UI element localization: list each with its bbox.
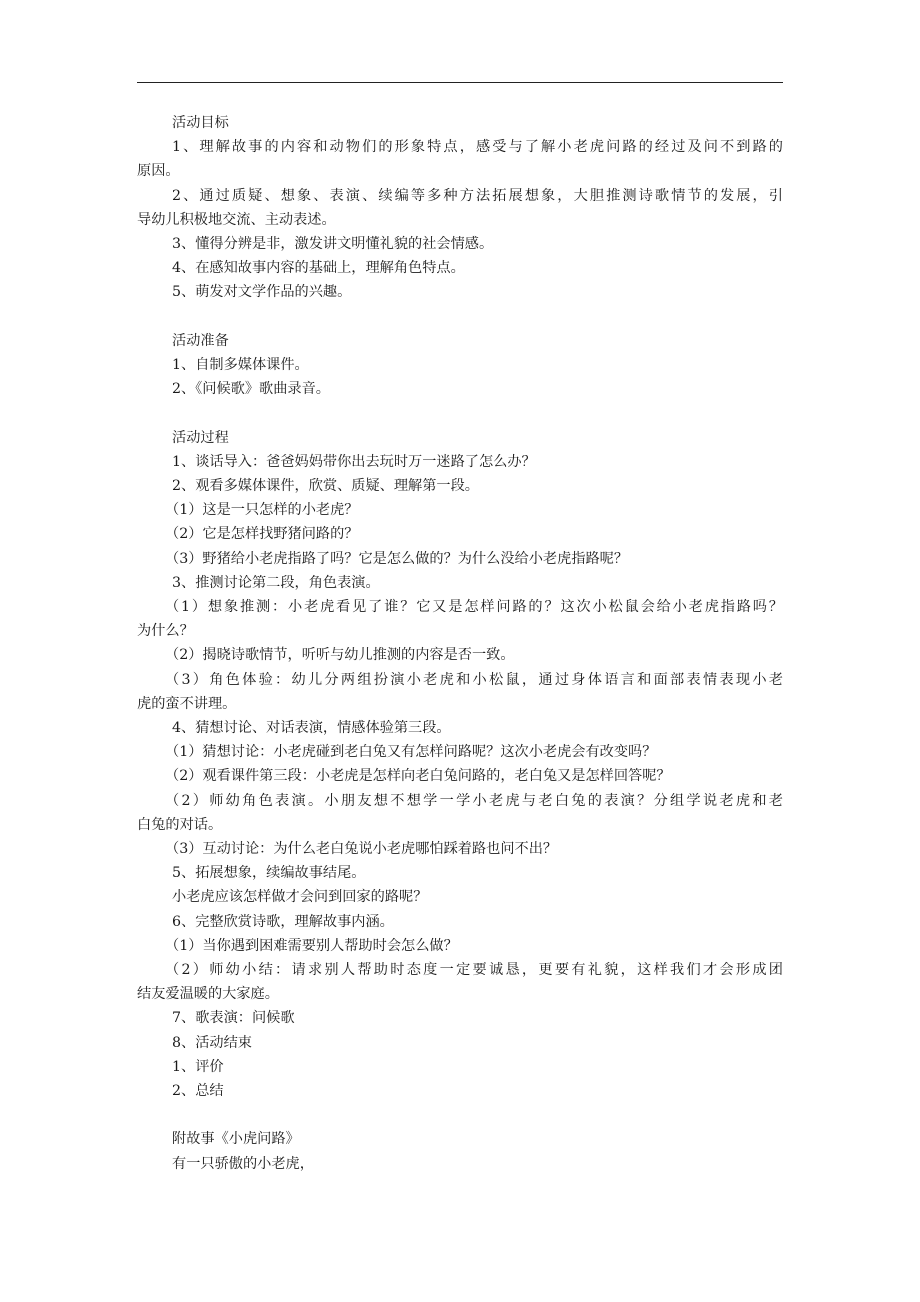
- process-line: 2、总结: [172, 1083, 224, 1100]
- document-body: [137, 111, 783, 1176]
- header-rule: [137, 82, 783, 83]
- section-gap: [137, 305, 783, 329]
- process-line: 白兔的对话。: [137, 816, 223, 833]
- process-line: 4、猜想讨论、对话表演，情感体验第三段。: [172, 720, 451, 737]
- prep-item-2: 2、《问候歌》歌曲录音。: [172, 381, 330, 398]
- goal-item-4: 4、在感知故事内容的基础上，理解角色特点。: [172, 260, 465, 277]
- process-line: （1）猜想讨论：小老虎碰到老白兔又有怎样问路呢？这次小老虎会有改变吗？: [165, 744, 657, 761]
- process-line: （2）它是怎样找野猪问路的？: [165, 526, 359, 543]
- goal-item-2-cont: 导幼儿积极地交流、主动表述。: [137, 211, 336, 228]
- story-line: 有一只骄傲的小老虎，: [172, 1155, 314, 1172]
- process-line: 为什么？: [137, 623, 194, 640]
- process-line: 5、拓展想象，续编故事结尾。: [172, 865, 366, 882]
- goal-item-1-cont: 原因。: [137, 163, 180, 180]
- process-line: 1、评价: [172, 1058, 224, 1075]
- process-line: （2）师幼小结：请求别人帮助时态度一定要诚恳，更要有礼貌，这样我们才会形成团: [165, 962, 783, 979]
- section-heading-prep: 活动准备: [172, 332, 229, 349]
- process-line: 结友爱温暖的大家庭。: [137, 986, 279, 1003]
- process-line: 7、歌表演：问候歌: [172, 1010, 295, 1027]
- process-line: （3）互动讨论：为什么老白兔说小老虎哪怕踩着路也问不出？: [165, 841, 558, 858]
- section-heading-goals: 活动目标: [172, 115, 229, 131]
- process-line: 3、推测讨论第二段，角色表演。: [172, 574, 380, 591]
- process-line: 虎的蛮不讲理。: [137, 695, 237, 712]
- section-gap: [137, 1103, 783, 1127]
- process-line: 1、谈话导入：爸爸妈妈带你出去玩时万一迷路了怎么办？: [172, 453, 536, 470]
- process-line: （3）野猪给小老虎指路了吗？它是怎么做的？为什么没给小老虎指路呢？: [165, 550, 629, 567]
- process-line: （1）这是一只怎样的小老虎？: [165, 502, 359, 519]
- prep-item-1: 1、自制多媒体课件。: [172, 357, 309, 374]
- process-line: 2、观看多媒体课件，欣赏、质疑、理解第一段。: [172, 478, 479, 495]
- process-line: （3）角色体验：幼儿分两组扮演小老虎和小松鼠，通过身体语言和面部表情表现小老: [165, 671, 783, 688]
- process-line: （2）师幼角色表演。小朋友想不想学一学小老虎与老白兔的表演？分组学说老虎和老: [165, 792, 783, 809]
- process-line: 6、完整欣赏诗歌，理解故事内涵。: [172, 913, 394, 930]
- goal-item-5: 5、萌发对文学作品的兴趣。: [172, 284, 352, 301]
- process-line: 小老虎应该怎样做才会问到回家的路呢？: [172, 889, 428, 906]
- section-heading-story: 附故事《小虎问路》: [172, 1131, 300, 1148]
- process-line: （2）揭晓诗歌情节，听听与幼儿推测的内容是否一致。: [165, 647, 515, 664]
- section-gap: [137, 401, 783, 425]
- section-heading-process: 活动过程: [172, 429, 229, 446]
- process-line: （2）观看课件第三段：小老虎是怎样向老白兔问路的，老白兔又是怎样回答呢？: [165, 768, 671, 785]
- process-line: （1）当你遇到困难需要别人帮助时会怎么做？: [165, 937, 458, 954]
- process-line: 8、活动结束: [172, 1034, 252, 1051]
- process-line: （1）想象推测：小老虎看见了谁？它又是怎样问路的？这次小松鼠会给小老虎指路吗？: [165, 599, 783, 616]
- goal-item-2: 2、通过质疑、想象、表演、续编等多种方法拓展想象，大胆推测诗歌情节的发展，引: [172, 187, 783, 204]
- goal-item-3: 3、懂得分辨是非，激发讲文明懂礼貌的社会情感。: [172, 236, 494, 253]
- goal-item-1: 1、理解故事的内容和动物们的形象特点，感受与了解小老虎问路的经过及问不到路的: [172, 139, 783, 156]
